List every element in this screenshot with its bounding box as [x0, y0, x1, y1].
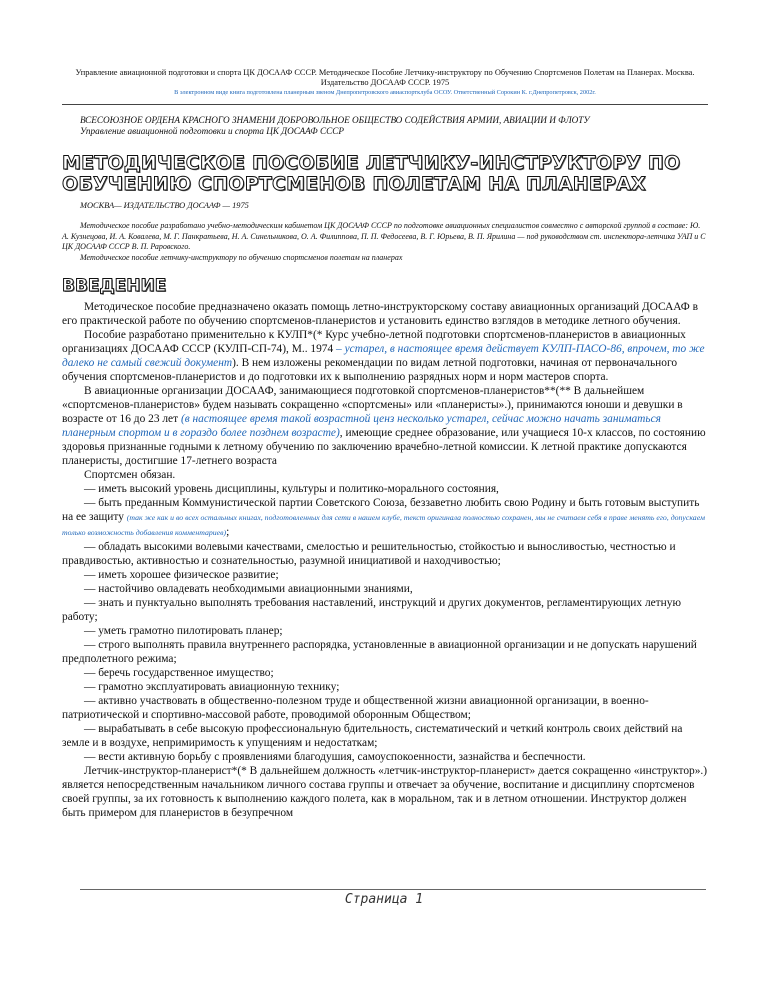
header-line: Управление авиационной подготовки и спорта ЦК ДОСААФ СССР. Методическое Пособие Летчику-инструктору по Обучению Спортсменов Полетам на Планерах. Москва. Издательство ДОСААФ СССР. 1975: [75, 68, 695, 87]
publisher-line: МОСКВА— ИЗДАТЕЛЬСТВО ДОСААФ — 1975: [80, 201, 249, 210]
header-credit-line: В электронном виде книга подготовлена планерным звеном Днепропетровского авиаспортклуба ОСОУ. Ответственный Сорокин К. г.Днепропетровск, 2002г.: [174, 89, 596, 96]
paragraph: Летчик-инструктор-планерист*(* В дальнейшем должность «летчик-инструктор-планерист» дается сокращенно «инструктор».) является непосредственным начальником личного состава группы и отвечает за обучение, воспитание и дисциплину спортсменов своей группы, за их готовность к выполнению каждого полета, как в моральном, так и в летном отношении. Инструктор должен быть примером для планеристов в безупречном: [62, 765, 708, 819]
document-title: МЕТОДИЧЕСКОЕ ПОСОБИЕ ЛЕТЧИКУ-ИНСТРУКТОРУ ПО ОБУЧЕНИЮ СПОРТСМЕНОВ ПОЛЕТАМ НА ПЛАНЕРАХ: [62, 152, 681, 195]
document-page: [62, 68, 708, 820]
text-run: Пособие разработано применительно к КУЛП*(* Курс учебно-летной подготовки спортсменов-планеристов в авиационных организациях ДОСААФ СССР (КУЛП-СП-74), М.. 1974: [62, 329, 686, 355]
list-item: — активно участвовать в общественно-полезном труде и общественной жизни авиационной организации, в военно-патриотической и спортивно-массовой работе, проводимой оборонным Обществом;: [62, 695, 649, 721]
document-body: [62, 300, 708, 820]
organization-line: ВСЕСОЮЗНОЕ ОРДЕНА КРАСНОГО ЗНАМЕНИ ДОБРОВОЛЬНОЕ ОБЩЕСТВО СОДЕЙСТВИЯ АРМИИ, АВИАЦИИ И ФЛОТУ: [80, 115, 590, 125]
list-item: [62, 496, 708, 540]
text-run: — быть преданным Коммунистической партии Советского Союза, беззаветно любить свою Родину и быть готовым выступить на ее защиту: [62, 497, 700, 523]
authors-paragraph: Методическое пособие разработано учебно-методическим кабинетом ЦК ДОСААФ СССР по подготовке авиационных специалистов совместно с авторской группой в составе: Ю. А. Кузнецова, И. А. Ковалева, М. Г. Панкратьева, Н. А. Синельникова, О. А. Филиппова, П. П. Федосеева, В. Г. Юрьева, В. П. Ярилина — под руководством ст. инспектора-летчика УАП и С ЦК ДОСААФ СССР В. П. Раровского.: [62, 221, 706, 251]
section-heading: ВВЕДЕНИЕ: [62, 276, 167, 296]
list-item: — строго выполнять правила внутреннего распорядка, установленные в авиационной организации и не допускать нарушений предполетного режима;: [62, 639, 697, 665]
editor-comment: (в настоящее время такой возрастной ценз несколько устарел, сейчас можно начать заниматься планерным спортом и в гораздо более позднем возрасте): [62, 413, 661, 439]
list-item: — вырабатывать в себе высокую профессиональную бдительность, систематический и четкий контроль своих действий на земле и в воздухе, непримиримость к упущениям и недостаткам;: [62, 723, 683, 749]
header-divider: [62, 104, 708, 105]
page-number: Страница 1: [344, 892, 424, 907]
running-header: [62, 68, 708, 97]
list-item: — уметь грамотно пилотировать планер;: [84, 625, 283, 637]
list-item: — настойчиво овладевать необходимыми авиационными знаниями,: [84, 583, 413, 595]
paragraph: Методическое пособие предназначено оказать помощь летно-инструкторскому составу авиационных организаций ДОСААФ в его практической работе по обучению спортсменов-планеристов и установить единство взглядов в методике летного обучения.: [62, 301, 699, 327]
organization-block: [80, 115, 708, 137]
editor-comment: – устарел, в настоящее время действует КУЛП-ПАСО-86, впрочем, то же далеко не самый свежий документ: [62, 343, 705, 369]
authors-note: [62, 221, 708, 263]
subtitle-paragraph: Методическое пособие летчику-инструктору по обучению спортсменов полетам на планерах: [80, 252, 403, 262]
paragraph: [62, 384, 708, 468]
list-item: — беречь государственное имущество;: [84, 667, 274, 679]
text-run: ). В нем изложены рекомендации по видам летной подготовки, начиная от первоначального обучения спортсменов-планеристов и до подготовки их к выполнению разрядных норм и норм мастеров спорта.: [62, 357, 678, 383]
paragraph: Спортсмен обязан.: [84, 469, 176, 481]
paragraph: [62, 328, 708, 384]
list-item: — иметь хорошее физическое развитие;: [84, 569, 279, 581]
list-item: — вести активную борьбу с проявлениями благодушия, самоуспокоенности, зазнайства и беспечности.: [84, 751, 586, 763]
list-item: — иметь высокий уровень дисциплины, культуры и политико-морального состояния,: [84, 483, 499, 495]
list-item: — обладать высокими волевыми качествами, смелостью и решительностью, стойкостью и выносливостью, честностью и правдивостью, активностью и сознательностью, разумной инициативой и находчивостью;: [62, 541, 676, 567]
text-run: ;: [226, 526, 230, 538]
editor-comment: (так же как и во всех остальных книгах, подготовленных для сети в нашем клубе, текст оригинала полностью сохранен, мы не считаем себя в праве менять его, допускаем только возможность добавления комментариев): [62, 513, 705, 537]
list-item: — знать и пунктуально выполнять требования наставлений, инструкций и других документов, регламентирующих летную работу;: [62, 597, 681, 623]
text-run: , имеющие среднее образование, или учащиеся 10-х классов, по состоянию здоровья признанные годными к летному обучению по заключению врачебно-летной комиссии. К летной практике допускаются планеристы, достигшие 17-летнего возраста: [62, 427, 706, 467]
text-run: В авиационные организации ДОСААФ, занимающиеся подготовкой спортсменов-планеристов**(** В дальнейшем «спортсменов-планеристов» будем называть сокращенно «спортсмены» или «планеристы».), принимаются юноши и девушки в возрасте от 16 до 23 лет: [62, 385, 683, 425]
list-item: — грамотно эксплуатировать авиационную технику;: [84, 681, 340, 693]
footer-divider: [80, 889, 706, 890]
department-line: Управление авиационной подготовки и спорта ЦК ДОСААФ СССР: [80, 126, 344, 136]
